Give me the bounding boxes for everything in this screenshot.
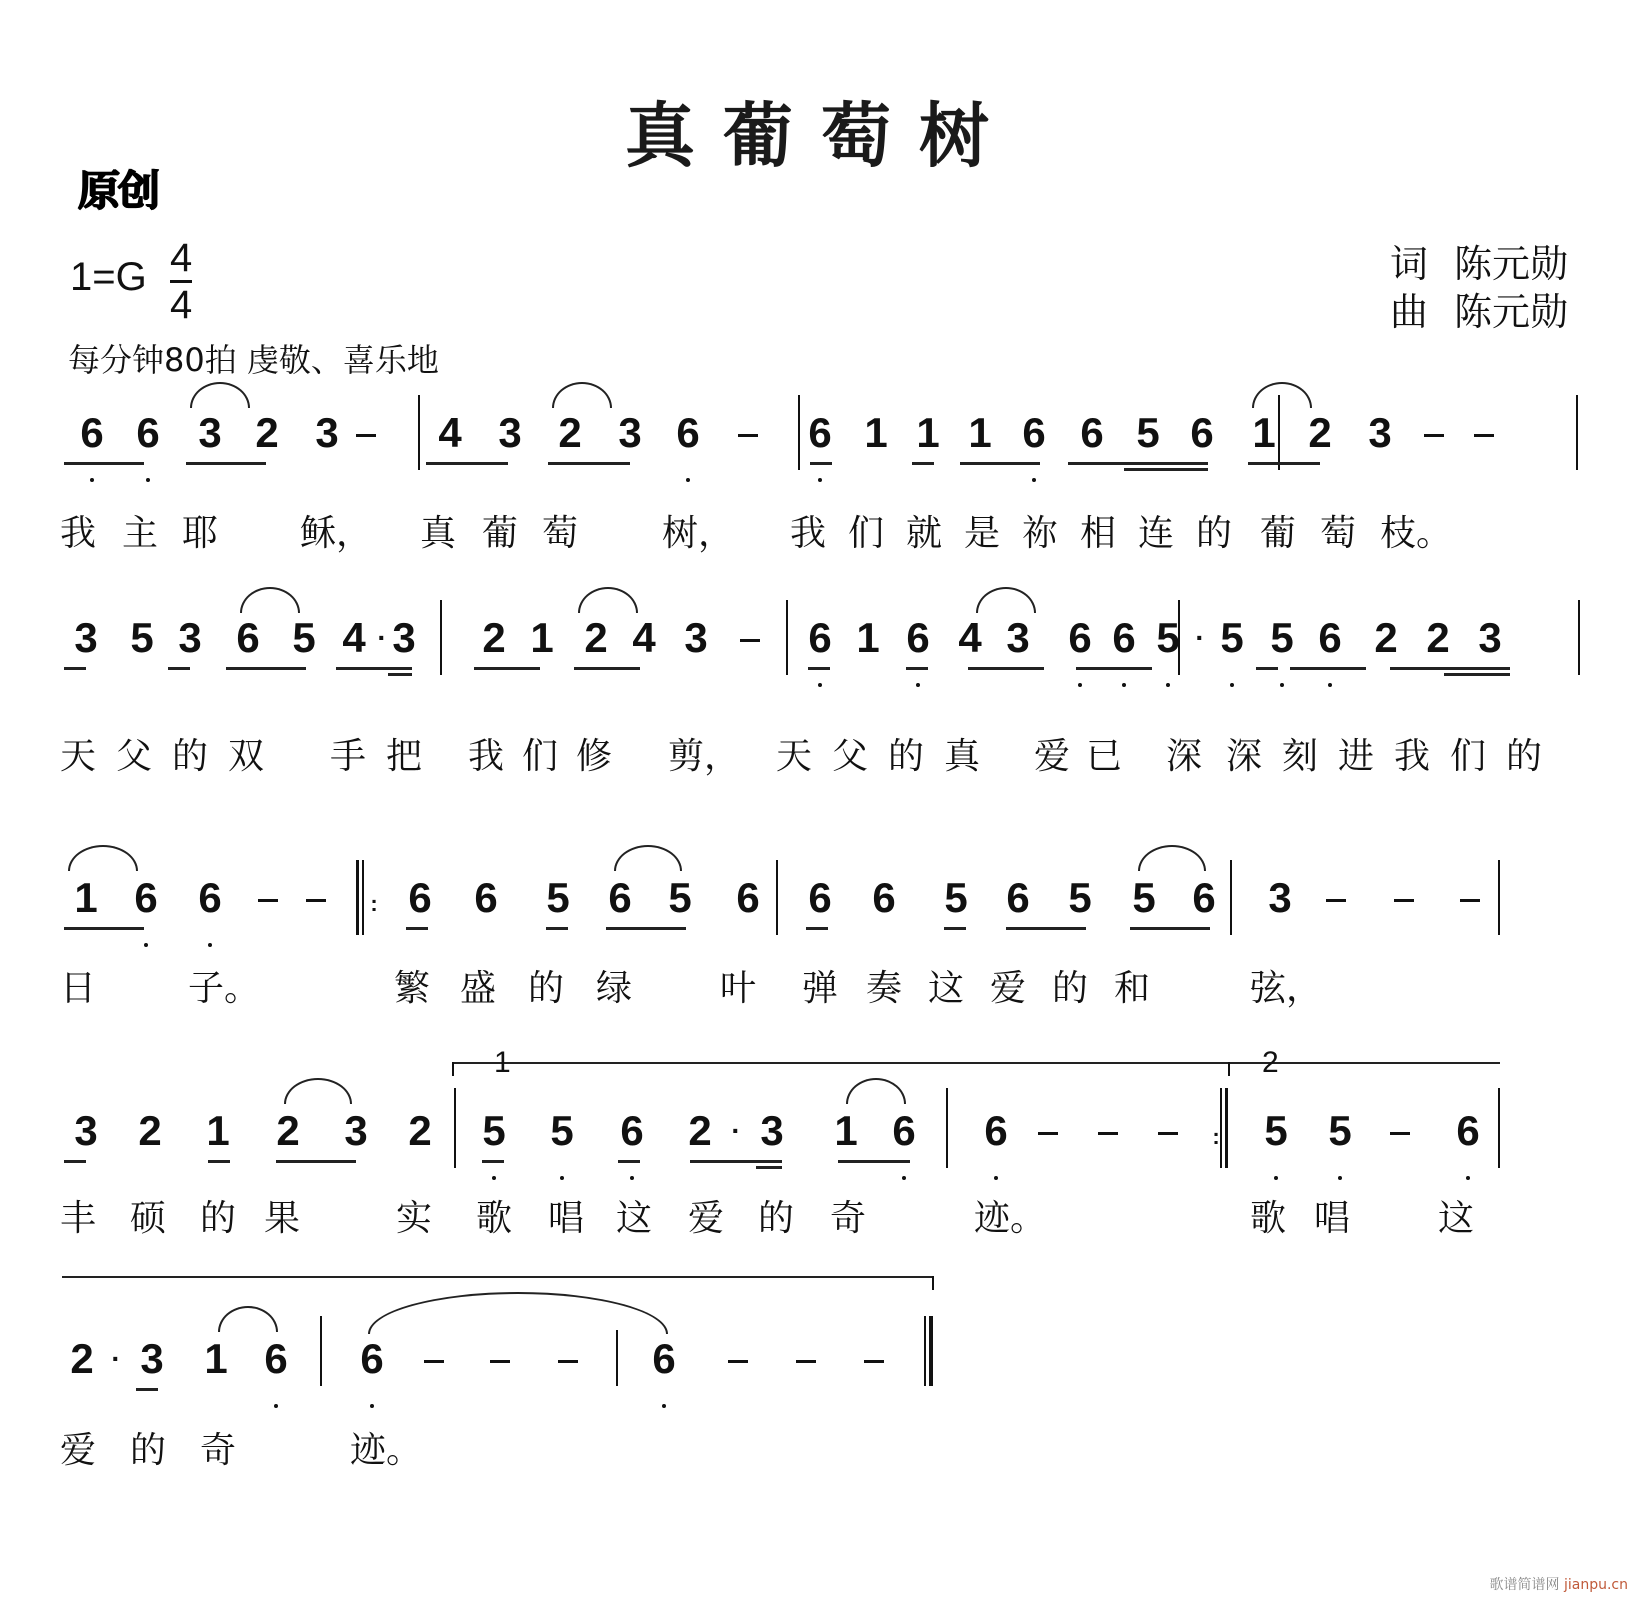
watermark — [1490, 1574, 1628, 1594]
lyric: 进 — [1338, 736, 1375, 777]
lyric: 弦， — [1250, 968, 1323, 1009]
lyric: 枝。 — [1380, 513, 1453, 554]
lyric: 子。 — [188, 968, 261, 1009]
lyric: 的 — [1052, 968, 1089, 1009]
note: 3 — [315, 409, 339, 456]
note: 6 — [976, 1108, 1016, 1154]
note: 6 — [72, 410, 112, 456]
note: 2 — [138, 1107, 162, 1154]
lyric: 和 — [1114, 968, 1151, 1009]
note: 2 — [558, 409, 582, 456]
note: 3 — [74, 614, 98, 661]
lyric: 奏 — [866, 968, 903, 1009]
note: 6 — [800, 410, 840, 456]
note: 6 — [128, 410, 168, 456]
note: 5 — [1320, 1108, 1360, 1154]
note: 1 — [968, 409, 992, 456]
note: 2 — [1426, 614, 1450, 661]
note: · — [731, 1115, 741, 1146]
lower-octave-dot — [208, 943, 212, 947]
lyric: 日 — [60, 968, 97, 1009]
note: 4 — [632, 614, 656, 661]
note: 6 — [1014, 410, 1054, 456]
note: 1 — [74, 874, 98, 921]
lyric: 爱 — [1034, 736, 1071, 777]
note: 2 — [70, 1335, 94, 1382]
note: 6 — [408, 874, 432, 921]
note: 2 — [1308, 409, 1332, 456]
lyric: 迹。 — [350, 1430, 423, 1471]
lower-octave-dot — [818, 683, 822, 687]
lyric: 弹 — [802, 968, 839, 1009]
note: 6 — [352, 1336, 392, 1382]
lyric: 深 — [1226, 736, 1263, 777]
lyric: 歌 — [476, 1198, 513, 1239]
note: 3 — [498, 409, 522, 456]
lyric: 的 — [172, 736, 209, 777]
lower-octave-dot — [902, 1176, 906, 1180]
lyric: 的 — [1506, 736, 1543, 777]
note: 1 — [864, 409, 888, 456]
lyric: 稣， — [300, 513, 373, 554]
note: 2 — [1374, 614, 1398, 661]
volta-label-1: 1 — [494, 1046, 511, 1079]
lyricist-row — [1390, 240, 1568, 288]
lyric: 把 — [386, 736, 423, 777]
note: 3 — [344, 1107, 368, 1154]
lyric: 的 — [888, 736, 925, 777]
note: 6 — [736, 874, 760, 921]
note: 1 — [916, 409, 940, 456]
note: 6 — [1190, 409, 1214, 456]
lyric: 的 — [130, 1430, 167, 1471]
note: 2 — [255, 409, 279, 456]
note: 2 — [482, 614, 506, 661]
lower-octave-dot — [1078, 683, 1082, 687]
lower-octave-dot — [492, 1176, 496, 1180]
lyric: 的 — [200, 1198, 237, 1239]
lyric: 迹。 — [974, 1198, 1047, 1239]
note: 1 — [856, 614, 880, 661]
lyric: 歌 — [1250, 1198, 1287, 1239]
note: 6 — [1080, 409, 1104, 456]
note: 6 — [1060, 615, 1100, 661]
lower-octave-dot — [144, 943, 148, 947]
note: 5 — [1132, 874, 1156, 921]
lyric: 硕 — [130, 1198, 167, 1239]
time-numerator: 4 — [170, 236, 193, 280]
note: 3 — [198, 409, 222, 456]
lyric: 叶 — [720, 968, 757, 1009]
note: 1 — [204, 1335, 228, 1382]
lower-octave-dot — [1280, 683, 1284, 687]
note: 5 — [546, 874, 570, 921]
note: 6 — [1448, 1108, 1488, 1154]
lower-octave-dot — [630, 1176, 634, 1180]
lyric: 爱 — [60, 1430, 97, 1471]
note: 2 — [408, 1107, 432, 1154]
composer-label: 曲 — [1390, 290, 1429, 334]
note: 5 — [1136, 409, 1160, 456]
lyric: 萄 — [1320, 513, 1357, 554]
time-signature — [170, 238, 192, 325]
note: 6 — [190, 875, 230, 921]
note: 6 — [808, 874, 832, 921]
note: · — [111, 1343, 121, 1374]
watermark-cn: 歌谱简谱网 — [1489, 1577, 1560, 1593]
note: 1 — [206, 1107, 230, 1154]
lyric: 爱 — [688, 1198, 725, 1239]
note: 5 — [1212, 615, 1252, 661]
lyric: 连 — [1138, 513, 1175, 554]
lyric: 的 — [758, 1198, 795, 1239]
note: 5 — [1262, 615, 1302, 661]
repeat-dots: : — [1212, 1124, 1220, 1149]
note: 3 — [74, 1107, 98, 1154]
lyric: 唱 — [548, 1198, 585, 1239]
lower-octave-dot — [818, 478, 822, 482]
lyric: 奇 — [200, 1430, 237, 1471]
note: 3 — [392, 614, 416, 661]
lower-octave-dot — [1122, 683, 1126, 687]
lyric: 真 — [944, 736, 981, 777]
note: 6 — [474, 874, 498, 921]
note: 5 — [1256, 1108, 1296, 1154]
lyric: 我 — [1394, 736, 1431, 777]
lower-octave-dot — [1338, 1176, 1342, 1180]
note: 6 — [800, 615, 840, 661]
lyricist-name: 陈元勋 — [1454, 242, 1569, 286]
lower-octave-dot — [90, 478, 94, 482]
lyric: 是 — [964, 513, 1001, 554]
lyricist-label: 词 — [1390, 242, 1429, 286]
lyric: 祢 — [1022, 513, 1059, 554]
lower-octave-dot — [916, 683, 920, 687]
note: 5 — [130, 614, 154, 661]
note: 1 — [530, 614, 554, 661]
note: 6 — [1006, 874, 1030, 921]
lyric: 手 — [330, 736, 367, 777]
lyric: 天 — [776, 736, 813, 777]
note: 4 — [438, 409, 462, 456]
note: 3 — [140, 1335, 164, 1382]
lyric: 就 — [906, 513, 943, 554]
volta-label-2: 2 — [1262, 1046, 1279, 1079]
lyric: 父 — [116, 736, 153, 777]
lyric: 天 — [60, 736, 97, 777]
note: 3 — [760, 1107, 784, 1154]
lower-octave-dot — [1032, 478, 1036, 482]
note: 3 — [1268, 874, 1292, 921]
lower-octave-dot — [274, 1404, 278, 1408]
lyric: 深 — [1166, 736, 1203, 777]
repeat-dots: : — [370, 891, 378, 916]
note: 5 — [474, 1108, 514, 1154]
lyric: 我 — [790, 513, 827, 554]
note: 5 — [1148, 615, 1188, 661]
lyric: 耶 — [182, 513, 219, 554]
note: · — [1195, 622, 1205, 653]
note: · — [377, 622, 387, 653]
tempo-marking: 每分钟80拍 虔敬、喜乐地 — [68, 341, 439, 379]
notes-line-2 — [0, 615, 1642, 735]
note: 1 — [1252, 409, 1276, 456]
lower-octave-dot — [1166, 683, 1170, 687]
composer-row — [1390, 288, 1568, 336]
lyric: 繁 — [394, 968, 431, 1009]
note: 5 — [668, 874, 692, 921]
note: 6 — [1192, 874, 1216, 921]
lower-octave-dot — [560, 1176, 564, 1180]
lyric: 爱 — [990, 968, 1027, 1009]
note: 4 — [342, 614, 366, 661]
note: 6 — [898, 615, 938, 661]
note: 5 — [944, 874, 968, 921]
lower-octave-dot — [1466, 1176, 1470, 1180]
note: 6 — [644, 1336, 684, 1382]
lyric: 父 — [832, 736, 869, 777]
lower-octave-dot — [146, 478, 150, 482]
note: 5 — [542, 1108, 582, 1154]
notes-line-5 — [0, 1336, 1642, 1456]
lyric: 果 — [264, 1198, 301, 1239]
lyric: 葡 — [1260, 513, 1297, 554]
lower-octave-dot — [1274, 1176, 1278, 1180]
lyric: 这 — [616, 1198, 653, 1239]
lyric: 修 — [576, 736, 613, 777]
lyric: 主 — [122, 513, 159, 554]
lyric: 我 — [60, 513, 97, 554]
credits — [1390, 240, 1568, 336]
lyric: 我 — [468, 736, 505, 777]
lyric: 丰 — [60, 1198, 97, 1239]
notes-line-4 — [0, 1108, 1642, 1228]
note: 2 — [276, 1107, 300, 1154]
lyric: 们 — [848, 513, 885, 554]
note: 6 — [236, 614, 260, 661]
note: 1 — [834, 1107, 858, 1154]
lyric: 真 — [420, 513, 457, 554]
note: 3 — [618, 409, 642, 456]
note: 2 — [584, 614, 608, 661]
key-signature: 1=G — [70, 255, 147, 299]
note: 2 — [688, 1107, 712, 1154]
note: 5 — [1068, 874, 1092, 921]
lyric: 萄 — [542, 513, 579, 554]
lyric: 相 — [1080, 513, 1117, 554]
lyric: 实 — [396, 1198, 433, 1239]
watermark-en: jianpu.cn — [1563, 1577, 1628, 1593]
lyric: 树， — [662, 513, 735, 554]
note: 6 — [612, 1108, 652, 1154]
lower-octave-dot — [1230, 683, 1234, 687]
volta-bracket-continuation — [62, 1276, 934, 1278]
lower-octave-dot — [686, 478, 690, 482]
composer-name: 陈元勋 — [1454, 290, 1569, 334]
note: 4 — [958, 614, 982, 661]
note: 6 — [1104, 615, 1144, 661]
lyric: 盛 — [460, 968, 497, 1009]
note: 3 — [684, 614, 708, 661]
note: 6 — [256, 1336, 296, 1382]
lower-octave-dot — [370, 1404, 374, 1408]
note: 3 — [1478, 614, 1502, 661]
lyric: 剪， — [668, 736, 741, 777]
note: 3 — [1368, 409, 1392, 456]
lyric: 这 — [1438, 1198, 1475, 1239]
note: 3 — [178, 614, 202, 661]
lower-octave-dot — [994, 1176, 998, 1180]
lyric: 葡 — [482, 513, 519, 554]
lyric: 们 — [522, 736, 559, 777]
original-tag: 原创 — [78, 166, 159, 215]
time-denominator: 4 — [170, 283, 193, 327]
song-title: 真葡萄树 — [625, 94, 1017, 177]
note: 6 — [126, 875, 166, 921]
lyric: 的 — [1196, 513, 1233, 554]
lyric: 双 — [228, 736, 265, 777]
lyric: 刻 — [1282, 736, 1319, 777]
lyric: 已 — [1086, 736, 1123, 777]
lyric: 这 — [928, 968, 965, 1009]
note: 6 — [608, 874, 632, 921]
lower-octave-dot — [1328, 683, 1332, 687]
lower-octave-dot — [662, 1404, 666, 1408]
lyric: 的 — [528, 968, 565, 1009]
note: 6 — [884, 1108, 924, 1154]
note: 6 — [668, 410, 708, 456]
note: 3 — [1006, 614, 1030, 661]
lyric: 绿 — [596, 968, 633, 1009]
note: 6 — [872, 874, 896, 921]
lyric: 唱 — [1314, 1198, 1351, 1239]
lyric: 奇 — [830, 1198, 867, 1239]
volta-bracket-1 — [452, 1062, 1264, 1064]
note: 6 — [1310, 615, 1350, 661]
note: 5 — [292, 614, 316, 661]
lyric: 们 — [1450, 736, 1487, 777]
